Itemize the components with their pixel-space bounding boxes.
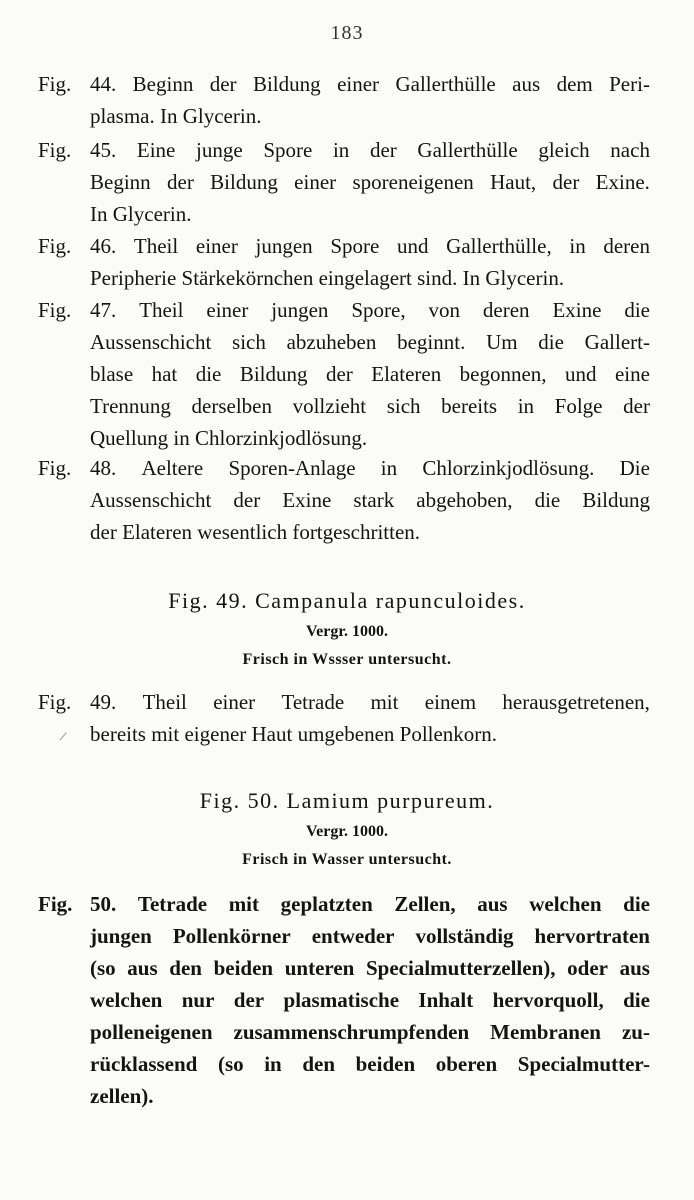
entry-line	[38, 198, 650, 230]
entry-text: plasma. In Glycerin.	[90, 104, 262, 128]
figure-label: Fig.	[38, 138, 72, 162]
entry-text: der Elateren wesentlich fortgeschritten.	[90, 520, 421, 544]
figure-entry	[38, 68, 650, 132]
entry-line	[38, 484, 650, 516]
entry-text: 50. Tetrade mit geplatzten Zellen, aus welchen die	[90, 892, 650, 916]
entry-line	[38, 452, 650, 484]
entry-line	[38, 262, 650, 294]
section-title: Fig. 49. Campanula rapunculoides.	[168, 588, 526, 613]
entry-text: 47. Theil einer jungen Spore, von deren Exine die	[90, 298, 650, 322]
entry-line	[38, 888, 650, 920]
entry-line	[38, 686, 650, 718]
entry-text: Aussenschicht sich abzuheben beginnt. Um die Gallert-	[90, 330, 650, 354]
figure-entry	[38, 294, 650, 454]
entry-line	[38, 390, 650, 422]
entry-line	[38, 422, 650, 454]
section-title: Fig. 50. Lamium purpureum.	[199, 788, 495, 813]
entry-line	[38, 1080, 650, 1112]
entry-text: blase hat die Bildung der Elateren begonnen, und eine	[90, 362, 650, 386]
section-note: Frisch in Wssser untersucht.	[242, 651, 452, 668]
entry-text: In Glycerin.	[90, 202, 192, 226]
figure-entry	[38, 686, 650, 750]
figure-label: Fig.	[38, 234, 72, 258]
entry-line	[38, 230, 650, 262]
figure-entry	[38, 888, 650, 1112]
figure-label: Fig.	[38, 892, 73, 916]
section-magnification: Vergr. 1000.	[306, 623, 388, 640]
entry-text: 49. Theil einer Tetrade mit einem herausgetretenen,	[90, 690, 650, 714]
figure-label: Fig.	[38, 690, 72, 714]
entry-text: 44. Beginn der Bildung einer Gallerthülle aus dem Peri-	[90, 72, 650, 96]
entry-line	[38, 1048, 650, 1080]
entry-text: (so aus den beiden unteren Specialmutterzellen), oder aus	[90, 956, 650, 980]
entry-line	[38, 134, 650, 166]
entry-text: Trennung derselben vollzieht sich bereits in Folge der	[90, 394, 650, 418]
section-heading-50	[0, 784, 694, 874]
figure-entry	[38, 230, 650, 294]
entry-line	[38, 294, 650, 326]
entry-line	[38, 166, 650, 198]
entry-line	[38, 920, 650, 952]
figure-label: Fig.	[38, 298, 72, 322]
section-note: Frisch in Wasser untersucht.	[242, 851, 452, 868]
entry-text: polleneigenen zusammenschrumpfenden Membranen zu-	[90, 1020, 650, 1044]
figure-entry	[38, 134, 650, 230]
entry-line	[38, 100, 650, 132]
entry-text: Aussenschicht der Exine stark abgehoben, die Bildung	[90, 488, 650, 512]
entry-line	[38, 1016, 650, 1048]
entry-text: bereits mit eigener Haut umgebenen Pollenkorn.	[90, 722, 498, 746]
entry-line	[38, 326, 650, 358]
entry-text: Quellung in Chlorzinkjodlösung.	[90, 426, 368, 450]
figure-label: Fig.	[38, 72, 72, 96]
entry-text: Beginn der Bildung einer sporeneigenen Haut, der Exine.	[90, 170, 650, 194]
entry-line	[38, 718, 650, 750]
entry-line	[38, 358, 650, 390]
figure-label: Fig.	[38, 456, 72, 480]
entry-line	[38, 952, 650, 984]
page-number: 183	[330, 22, 364, 44]
entry-line	[38, 984, 650, 1016]
section-heading-49	[0, 584, 694, 674]
entry-text: 45. Eine junge Spore in der Gallerthülle gleich nach	[90, 138, 650, 162]
entry-text: rücklassend (so in den beiden oberen Specialmutter-	[90, 1052, 650, 1076]
entry-line	[38, 68, 650, 100]
entry-text: zellen).	[90, 1084, 154, 1108]
entry-text: 48. Aeltere Sporen-Anlage in Chlorzinkjodlösung. Die	[90, 456, 650, 480]
entry-line	[38, 516, 650, 548]
figure-entry	[38, 452, 650, 548]
entry-text: 46. Theil einer jungen Spore und Gallerthülle, in deren	[90, 234, 650, 258]
entry-text: jungen Pollenkörner entweder vollständig hervortraten	[90, 924, 650, 948]
entry-text: welchen nur der plasmatische Inhalt hervorquoll, die	[90, 988, 650, 1012]
entry-text: Peripherie Stärkekörnchen eingelagert sind. In Glycerin.	[90, 266, 565, 290]
section-magnification: Vergr. 1000.	[306, 823, 388, 840]
